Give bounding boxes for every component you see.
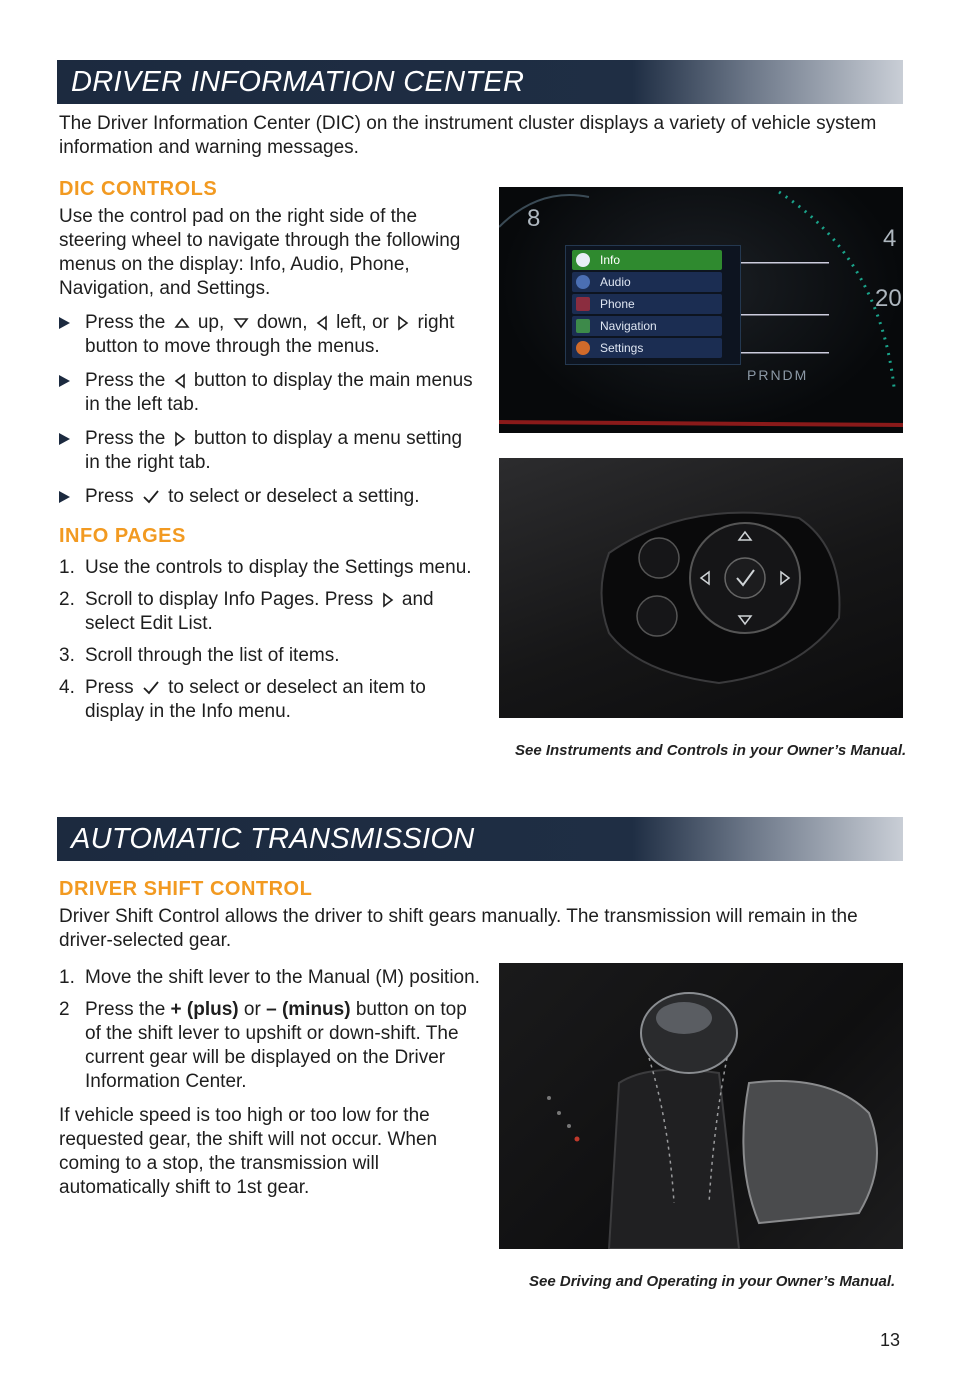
trans-top — [59, 878, 879, 953]
info-step-1: 1. Use the controls to display the Settings menu. — [59, 557, 472, 578]
shift-control-intro: Driver Shift Control allows the driver to shift gears manually. The transmission will remain in the driver-selected gear. — [59, 906, 858, 951]
info-step-2: 2. Scroll to display Info Pages. Press and select Edit List. — [59, 589, 434, 634]
shift-lever-photo — [499, 963, 903, 1249]
dic-screen — [565, 245, 741, 365]
info-pages-heading: INFO PAGES — [59, 525, 186, 547]
right-arrow-icon — [397, 315, 409, 331]
checkmark-icon — [142, 489, 160, 505]
dic-menu-phone: Phone — [572, 294, 722, 314]
dic-section-title: DRIVER INFORMATION CENTER — [71, 65, 525, 98]
shift-lever-graphic — [499, 963, 903, 1249]
up-arrow-icon — [174, 317, 190, 329]
dic-controls-text: Use the control pad on the right side of the steering wheel to navigate through the following menus on the display: Info, Audio, Phone, Navigation, and Settings. — [59, 206, 461, 299]
audio-icon — [576, 275, 590, 289]
trans-section-banner — [57, 817, 903, 861]
dic-section-banner — [57, 60, 903, 104]
dic-left-column — [59, 178, 479, 724]
gauge-numeral-20: 20 — [875, 285, 902, 312]
gauge-numeral-8: 8 — [527, 205, 541, 232]
shift-control-heading: DRIVER SHIFT CONTROL — [59, 878, 313, 900]
dic-menu-audio: Audio — [572, 272, 722, 292]
dic-menu-settings: Settings — [572, 338, 722, 358]
dic-controls-heading: DIC CONTROLS — [59, 178, 218, 200]
settings-icon — [576, 341, 590, 355]
dic-menu-info: Info — [572, 250, 722, 270]
bullet-arrow-icon — [59, 433, 70, 445]
bullet-arrow-icon — [59, 491, 70, 503]
phone-icon — [576, 297, 590, 311]
dic-bullet-1: Press the up, down, left, or right button to move through the menus. — [59, 311, 479, 359]
bullet-arrow-icon — [59, 375, 70, 387]
control-pad-graphic — [499, 458, 903, 718]
checkmark-icon — [142, 680, 160, 696]
navigation-icon — [576, 319, 590, 333]
shift-note: If vehicle speed is too high or too low for the requested gear, the shift will not occur. When coming to a stop, the transmission will automatically shift to 1st gear. — [59, 1105, 438, 1198]
trans-left-column — [59, 966, 484, 1200]
left-arrow-icon — [316, 315, 328, 331]
gear-indicator: PRNDM — [747, 367, 809, 383]
down-arrow-icon — [233, 317, 249, 329]
shift-step-1: 1. Move the shift lever to the Manual (M) position. — [59, 967, 480, 988]
steering-wheel-controls-photo — [499, 458, 903, 718]
info-step-4: 4. Press to select or deselect an item to display in the Info menu. — [59, 677, 426, 722]
trans-caption: See Driving and Operating in your Owner’s Manual. — [529, 1273, 896, 1290]
dic-bullet-3: Press the button to display a menu setting in the right tab. — [59, 427, 479, 475]
shift-step-2: 2 Press the + (plus) or – (minus) button on top of the shift lever to upshift or down-shift. The current gear will be displayed on the Driver Information Center. — [59, 999, 467, 1092]
info-step-3: 3. Scroll through the list of items. — [59, 645, 340, 666]
right-arrow-icon — [382, 592, 394, 608]
right-arrow-icon — [174, 431, 186, 447]
instrument-cluster-photo — [499, 187, 903, 433]
dic-bullet-4: Press to select or deselect a setting. — [59, 485, 479, 509]
gauge-numeral-4: 4 — [883, 225, 897, 252]
page-number: 13 — [880, 1330, 901, 1350]
dic-intro: The Driver Information Center (DIC) on the instrument cluster displays a variety of vehicle system information and warning messages. — [59, 113, 877, 158]
left-arrow-icon — [174, 373, 186, 389]
trans-section-title: AUTOMATIC TRANSMISSION — [71, 822, 475, 855]
dic-menu-navigation: Navigation — [572, 316, 722, 336]
bullet-arrow-icon — [59, 317, 70, 329]
dic-bullet-2: Press the button to display the main menus in the left tab. — [59, 369, 479, 417]
dic-caption: See Instruments and Controls in your Owner’s Manual. — [515, 742, 907, 759]
info-icon — [576, 253, 590, 267]
